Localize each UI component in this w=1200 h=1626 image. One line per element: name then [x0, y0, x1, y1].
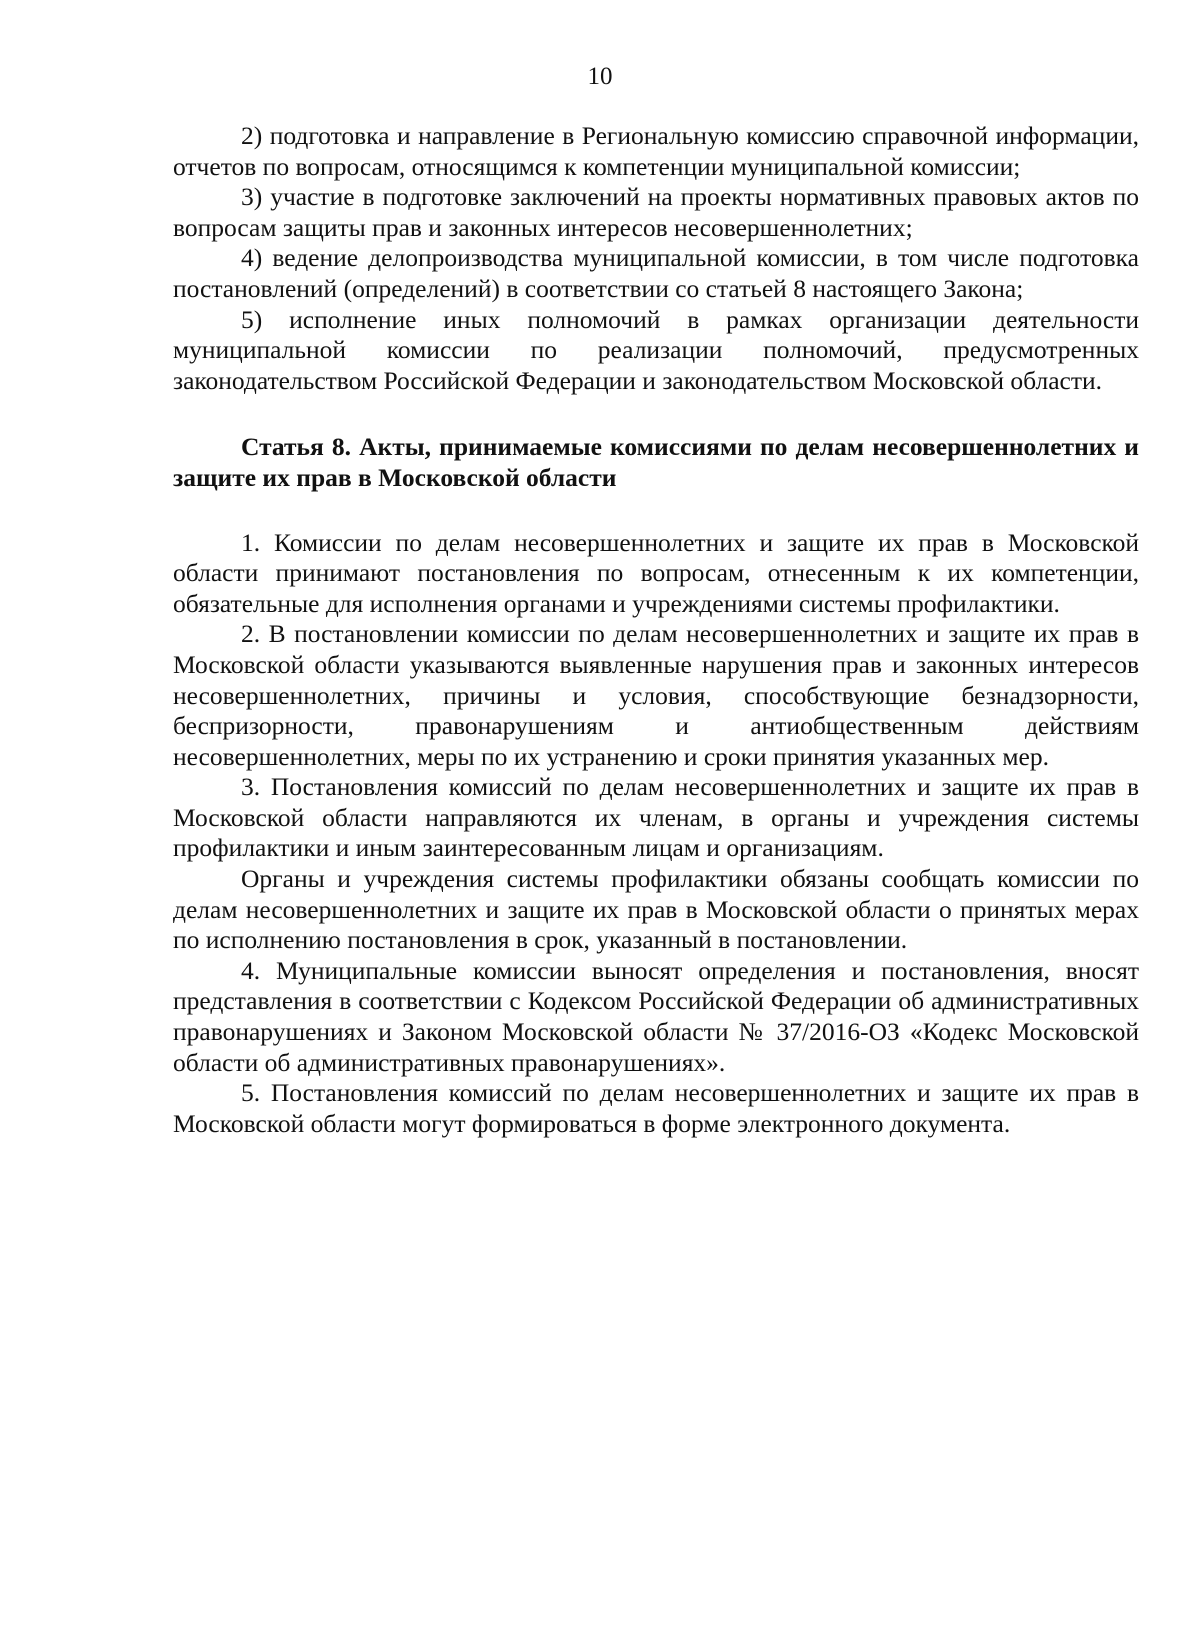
paragraph-item-3: 3) участие в подготовке заключений на проекты нормативных правовых актов по вопросам защиты прав и законных интересов несовершеннолетних; — [173, 182, 1139, 242]
article-8-heading: Статья 8. Акты, принимаемые комиссиями по делам несовершеннолетних и защите их прав в Московской области — [173, 432, 1139, 492]
page-number: 10 — [587, 63, 613, 90]
article-8-paragraph-2: 2. В постановлении комиссии по делам несовершеннолетних и защите их прав в Московской области указываются выявленные нарушения прав и законных интересов несовершеннолетних, причины и условия, способствующие безнадзорности, беспризорности, правонарушениям и антиобщественным действиям несовершеннолетних, меры по их устранению и сроки принятия указанных мер. — [173, 619, 1139, 771]
article-8-paragraph-3: 3. Постановления комиссий по делам несовершеннолетних и защите их прав в Московской области направляются их членам, в органы и учреждения системы профилактики и иным заинтересованным лицам и организациям. — [173, 772, 1139, 863]
article-8-paragraph-4: 4. Муниципальные комиссии выносят определения и постановления, вносят представления в соответствии с Кодексом Российской Федерации об административных правонарушениях и Законом Московской области № 37/2016-ОЗ «Кодекс Московской области об административных правонарушениях». — [173, 955, 1139, 1077]
article-8-paragraph-5: 5. Постановления комиссий по делам несовершеннолетних и защите их прав в Московской области могут формироваться в форме электронного документа. — [173, 1078, 1139, 1138]
paragraph-item-4: 4) ведение делопроизводства муниципальной комиссии, в том числе подготовка постановлений (определений) в соответствии со статьей 8 настоящего Закона; — [173, 243, 1139, 303]
paragraph-item-2: 2) подготовка и направление в Региональную комиссию справочной информации, отчетов по вопросам, относящимся к компетенции муниципальной комиссии; — [173, 121, 1139, 181]
article-8-paragraph-1: 1. Комиссии по делам несовершеннолетних и защите их прав в Московской области принимают постановления по вопросам, отнесенным к их компетенции, обязательные для исполнения органами и учреждениями системы профилактики. — [173, 527, 1139, 618]
document-body — [173, 121, 1139, 1139]
article-8-paragraph-3-continued: Органы и учреждения системы профилактики обязаны сообщать комиссии по делам несовершеннолетних и защите их прав в Московской области о принятых мерах по исполнению постановления в срок, указанный в постановлении. — [173, 864, 1139, 955]
paragraph-item-5: 5) исполнение иных полномочий в рамках организации деятельности муниципальной комиссии по реализации полномочий, предусмотренных законодательством Российской Федерации и законодательством Московской области. — [173, 304, 1139, 395]
